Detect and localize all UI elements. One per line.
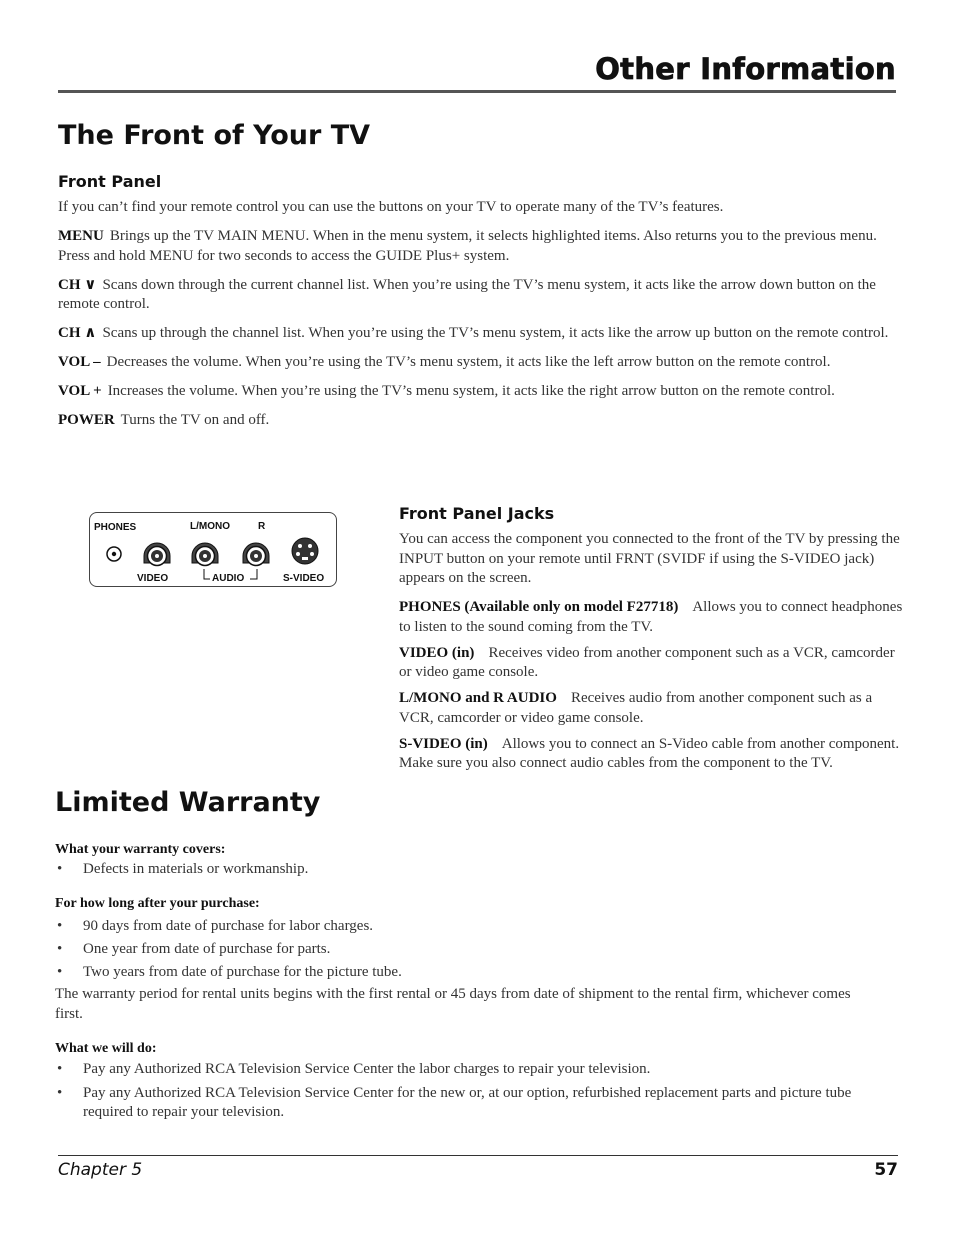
warranty-covers-heading: What your warranty covers: <box>55 842 226 857</box>
item-term: CH ∨ <box>58 276 97 293</box>
warranty-title: Limited Warranty <box>55 787 321 818</box>
audio-bracket-icon <box>204 569 257 579</box>
jacks-intro: You can access the component you connected to the front of the TV by pressing the INPUT button on your remote until FRNT (SVIDF if using the S-VIDEO jack) appears on the screen. <box>399 531 900 586</box>
item-term: PHONES (Available only on model F27718) <box>399 599 679 615</box>
item-text: Allows you to connect headphones to listen to the sound coming from the TV. <box>399 599 903 635</box>
audio-left-jack-icon <box>192 543 218 566</box>
video-label: VIDEO <box>137 573 169 584</box>
page-title: The Front of Your TV <box>58 120 371 151</box>
front-panel-item <box>58 227 898 266</box>
warranty-covers-list <box>55 860 885 880</box>
audio-label: AUDIO <box>212 573 245 584</box>
warranty-will-do-list <box>55 1060 885 1123</box>
front-panel-item <box>58 353 898 373</box>
warranty-duration-heading: For how long after your purchase: <box>55 896 260 911</box>
list-item: • Pay any Authorized RCA Television Service Center for the new or, at our option, refurbished replacement parts and picture tube required to repair your television. <box>55 1084 885 1123</box>
section-header: Other Information <box>595 52 896 86</box>
item-term: VOL – <box>58 354 101 370</box>
header-rule <box>58 90 896 93</box>
item-text: Turns the TV on and off. <box>120 412 270 428</box>
item-text: Allows you to connect an S-Video cable from another component. Make sure you also connect audio cables from the component to the TV. <box>399 735 900 771</box>
front-panel-item <box>58 276 898 315</box>
jack-item <box>399 598 904 637</box>
list-item: • Two years from date of purchase for the picture tube. <box>55 961 885 984</box>
item-text: Scans down through the current channel list. When you’re using the TV’s menu system, it acts like the arrow down button on the remote control. <box>58 276 876 312</box>
list-item: • Pay any Authorized RCA Television Service Center the labor charges to repair your television. <box>55 1060 885 1080</box>
warranty-rental-note: The warranty period for rental units begins with the first rental or 45 days from date of shipment to the rental firm, whichever comes first. <box>55 986 851 1022</box>
jacks-illustration <box>90 513 336 586</box>
page-number: 57 <box>874 1160 898 1180</box>
audio-right-jack-icon <box>243 543 269 566</box>
jack-item <box>399 644 904 683</box>
item-text: Receives audio from another component such as a VCR, camcorder or video game console. <box>399 690 873 726</box>
phones-label: PHONES <box>94 522 137 533</box>
warranty-will-do-heading: What we will do: <box>55 1041 157 1056</box>
front-panel-item <box>58 382 898 402</box>
svideo-jack-icon <box>292 538 318 564</box>
item-term: VOL + <box>58 383 102 399</box>
warranty-duration-list <box>55 915 885 984</box>
item-text: Increases the volume. When you’re using the TV’s menu system, it acts like the right arrow button on the remote control. <box>107 383 835 399</box>
front-panel-item <box>58 324 898 344</box>
footer-rule <box>58 1155 898 1156</box>
front-panel-items <box>58 227 898 440</box>
item-term: MENU <box>58 228 104 244</box>
front-panel-jacks-heading: Front Panel Jacks <box>399 504 555 523</box>
jack-item <box>399 689 904 728</box>
list-item: • One year from date of purchase for parts. <box>55 938 885 961</box>
item-term: POWER <box>58 412 115 428</box>
jack-item <box>399 735 904 774</box>
video-jack-icon <box>144 543 170 566</box>
phones-jack-icon <box>107 547 121 561</box>
item-term: VIDEO (in) <box>399 644 475 661</box>
item-term: L/MONO and R AUDIO <box>399 690 557 706</box>
list-item: • Defects in materials or workmanship. <box>55 860 885 880</box>
list-item: • 90 days from date of purchase for labor charges. <box>55 915 885 938</box>
item-text: Decreases the volume. When you’re using the TV’s menu system, it acts like the left arrow button on the remote control. <box>106 354 831 370</box>
front-panel-intro: If you can’t find your remote control you can use the buttons on your TV to operate many of the TV’s features. <box>58 199 724 215</box>
r-label: R <box>258 521 266 532</box>
front-panel-jacks-diagram <box>89 512 337 587</box>
item-term: S-VIDEO (in) <box>399 735 488 752</box>
front-panel-heading: Front Panel <box>58 172 162 191</box>
lmono-label: L/MONO <box>190 521 230 532</box>
item-text: Brings up the TV MAIN MENU. When in the menu system, it selects highlighted items. Also returns you to the previous menu. Press and hold MENU for two seconds to access the GUIDE Plus+ system. <box>58 228 877 264</box>
footer-chapter: Chapter 5 <box>58 1160 143 1180</box>
item-text: Receives video from another component such as a VCR, camcorder or video game console. <box>399 644 895 680</box>
svideo-label: S-VIDEO <box>283 573 325 584</box>
item-text: Scans up through the channel list. When you’re using the TV’s menu system, it acts like the arrow up button on the remote control. <box>102 325 889 341</box>
jack-items <box>399 598 904 780</box>
front-panel-item <box>58 411 898 431</box>
item-term: CH ∧ <box>58 325 97 341</box>
